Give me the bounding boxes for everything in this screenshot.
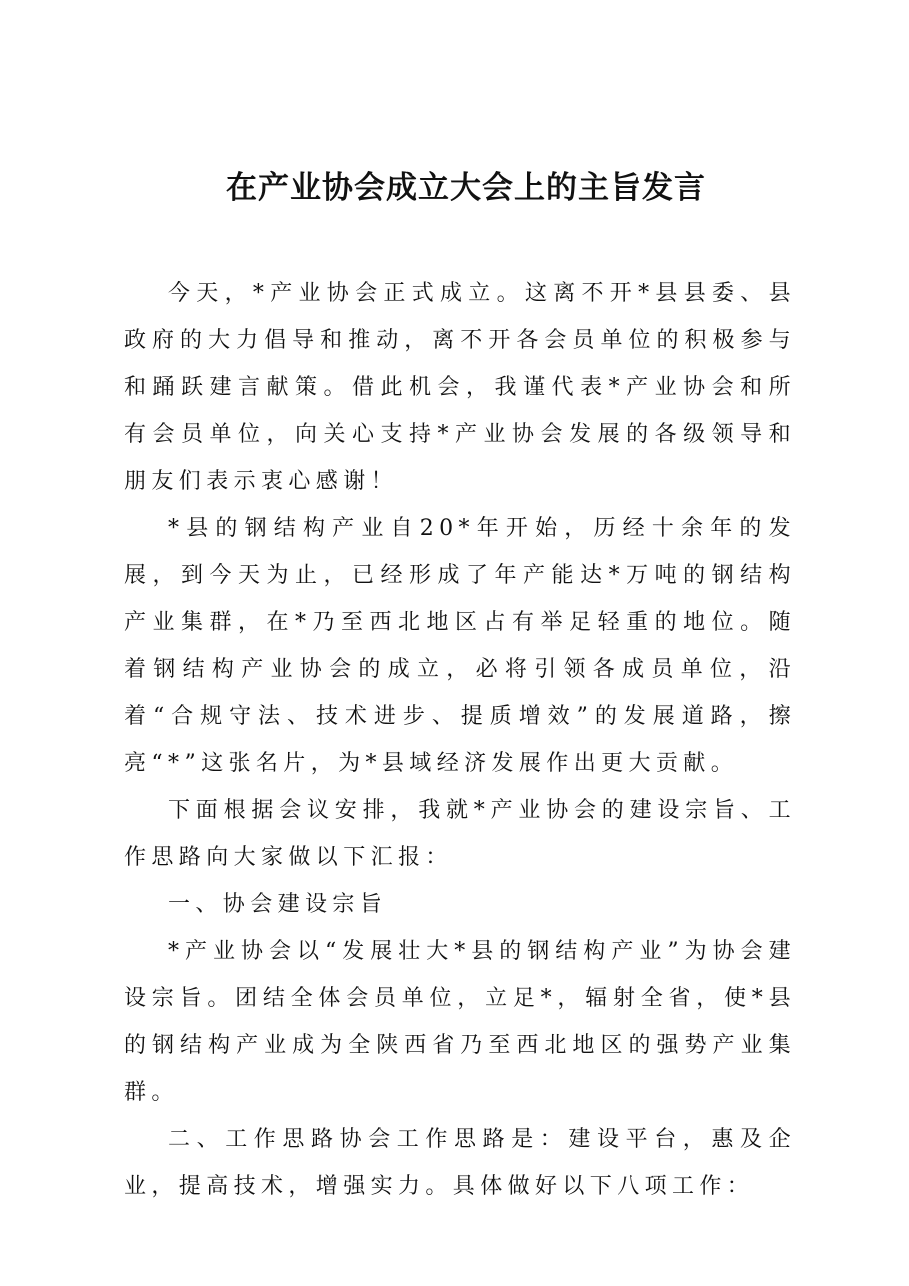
paragraph-purpose: *产业协会以“发展壮大*县的钢结构产业”为协会建设宗旨。团结全体会员单位，立足*，辐射全省，使*县的钢结构产业成为全陕西省乃至西北地区的强势产业集群。 [124, 939, 796, 1105]
paragraph-work-approach: 二、工作思路协会工作思路是：建设平台，惠及企业，提高技术，增强实力。具体做好以下八项工作： [124, 1127, 796, 1199]
paragraph-opening: 今天，*产业协会正式成立。这离不开*县县委、县政府的大力倡导和推动，离不开各会员单位的积极参与和踊跃建言献策。借此机会，我谨代表*产业协会和所有会员单位，向关心支持*产业协会发展的各级领导和朋友们表示衷心感谢！ [124, 281, 796, 494]
paragraph-report-intro: 下面根据会议安排，我就*产业协会的建设宗旨、工作思路向大家做以下汇报： [124, 798, 796, 870]
paragraph-industry-background: *县的钢结构产业自20*年开始，历经十余年的发展，到今天为止，已经形成了年产能达*万吨的钢结构产业集群，在*乃至西北地区占有举足轻重的地位。随着钢结构产业协会的成立，必将引领各成员单位，沿着“合规守法、技术进步、提质增效”的发展道路，擦亮“*”这张名片，为*县域经济发展作出更大贡献。 [124, 516, 796, 776]
section-heading-purpose: 一、协会建设宗旨 [168, 892, 388, 917]
document-title: 在产业协会成立大会上的主旨发言 [226, 170, 706, 206]
document-body [124, 270, 796, 1210]
